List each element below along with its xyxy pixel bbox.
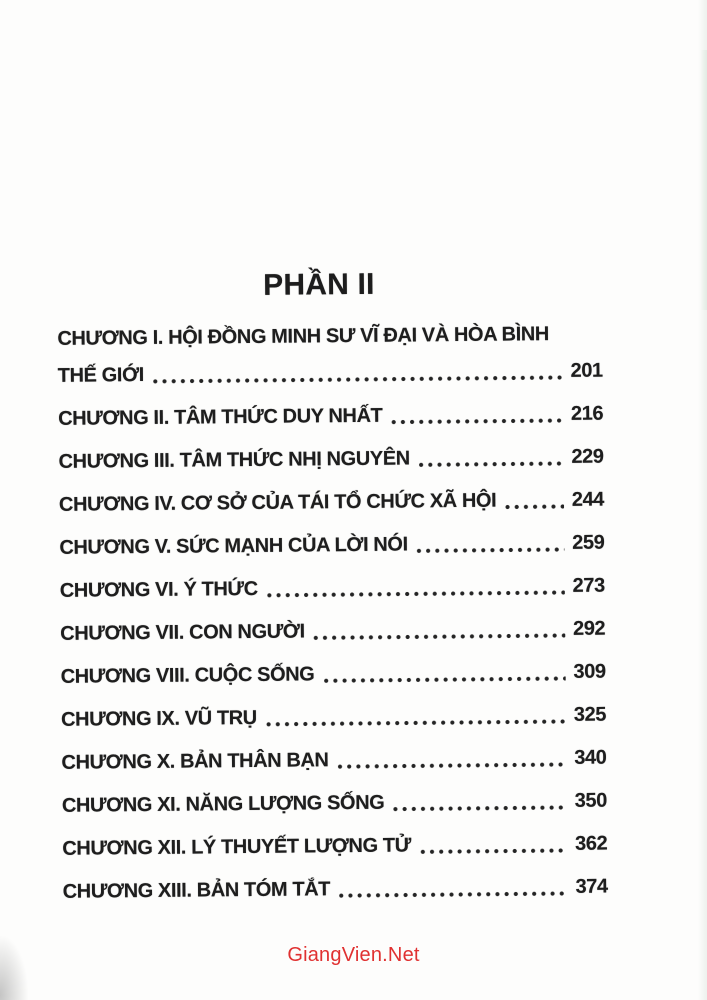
table-of-contents xyxy=(57,319,608,920)
toc-entry-label: CHƯƠNG VI. Ý THỨC xyxy=(59,577,258,602)
toc-entry xyxy=(57,319,602,354)
dot-leader xyxy=(417,459,564,469)
toc-entry-label: CHƯƠNG XIII. BẢN TÓM TẮT xyxy=(62,878,331,903)
toc-entry xyxy=(60,614,605,649)
dot-leader xyxy=(503,502,564,512)
toc-entry-page: 244 xyxy=(571,488,605,511)
toc-entry xyxy=(60,571,605,606)
toc-entry-label: CHƯƠNG IX. VŨ TRỤ xyxy=(60,706,257,731)
toc-entry xyxy=(59,485,604,520)
toc-entry-label: CHƯƠNG III. TÂM THỨC NHỊ NGUYÊN xyxy=(58,447,410,473)
toc-entry xyxy=(60,657,605,692)
toc-entry-label: CHƯƠNG V. SỨC MẠNH CỦA LỜI NÓI xyxy=(59,533,408,559)
toc-entry-label: CHƯƠNG XI. NĂNG LƯỢNG SỐNG xyxy=(61,791,385,817)
toc-entry-page: 350 xyxy=(574,789,607,812)
toc-entry xyxy=(61,700,606,735)
dot-leader xyxy=(264,717,566,729)
site-watermark: GiangVien.Net xyxy=(287,944,420,966)
toc-entry-page: 273 xyxy=(572,574,605,597)
dot-leader xyxy=(336,760,567,771)
section-title: PHẦN II xyxy=(263,267,375,302)
toc-entry xyxy=(62,786,607,821)
toc-entry-page: 340 xyxy=(574,746,607,769)
toc-entry-label: CHƯƠNG VIII. CUỘC SỐNG xyxy=(60,663,315,688)
toc-entry-page: 362 xyxy=(574,832,608,855)
toc-entry xyxy=(61,743,606,778)
dot-leader xyxy=(265,588,565,600)
toc-entry-page: 325 xyxy=(573,703,607,726)
toc-entry-page: 309 xyxy=(573,660,606,683)
toc-entry xyxy=(58,442,603,477)
toc-entry-page: 374 xyxy=(575,875,608,898)
toc-entry xyxy=(63,872,608,907)
toc-entry-label: THẾ GIỚI xyxy=(57,364,144,387)
toc-entry xyxy=(62,829,607,864)
toc-entry-label: CHƯƠNG X. BẢN THÂN BẠN xyxy=(61,749,329,774)
dot-leader xyxy=(312,631,565,642)
toc-entry xyxy=(58,399,603,434)
toc-entry-label: CHƯƠNG XII. LÝ THUYẾT LƯỢNG TỬ xyxy=(62,834,411,860)
toc-entry xyxy=(58,356,603,391)
dot-leader xyxy=(418,846,567,856)
dot-leader xyxy=(391,803,566,814)
dot-leader xyxy=(337,889,568,900)
scan-artifact-right-edge-top xyxy=(700,50,707,310)
toc-entry-label: CHƯƠNG IV. CƠ SỞ CỦA TÁI TỔ CHỨC XÃ HỘI xyxy=(58,489,497,516)
toc-entry xyxy=(59,528,604,563)
toc-entry-page: 259 xyxy=(572,531,605,554)
dot-leader xyxy=(415,545,565,555)
dot-leader xyxy=(389,416,563,427)
toc-entry-page: 292 xyxy=(572,617,606,640)
toc-entry-page: 216 xyxy=(570,402,604,425)
toc-entry-page: 229 xyxy=(571,445,604,468)
toc-entry-label: CHƯƠNG II. TÂM THỨC DUY NHẤT xyxy=(58,404,383,430)
dot-leader xyxy=(321,674,565,685)
dot-leader xyxy=(151,373,563,386)
toc-entry-page: 201 xyxy=(570,359,603,382)
toc-entry-label: CHƯƠNG VII. CON NGƯỜI xyxy=(60,620,305,645)
scan-artifact-bottom-left xyxy=(0,936,28,1000)
toc-entry-label: CHƯƠNG I. HỘI ĐỒNG MINH SƯ VĨ ĐẠI VÀ HÒA BÌNH xyxy=(57,323,550,350)
